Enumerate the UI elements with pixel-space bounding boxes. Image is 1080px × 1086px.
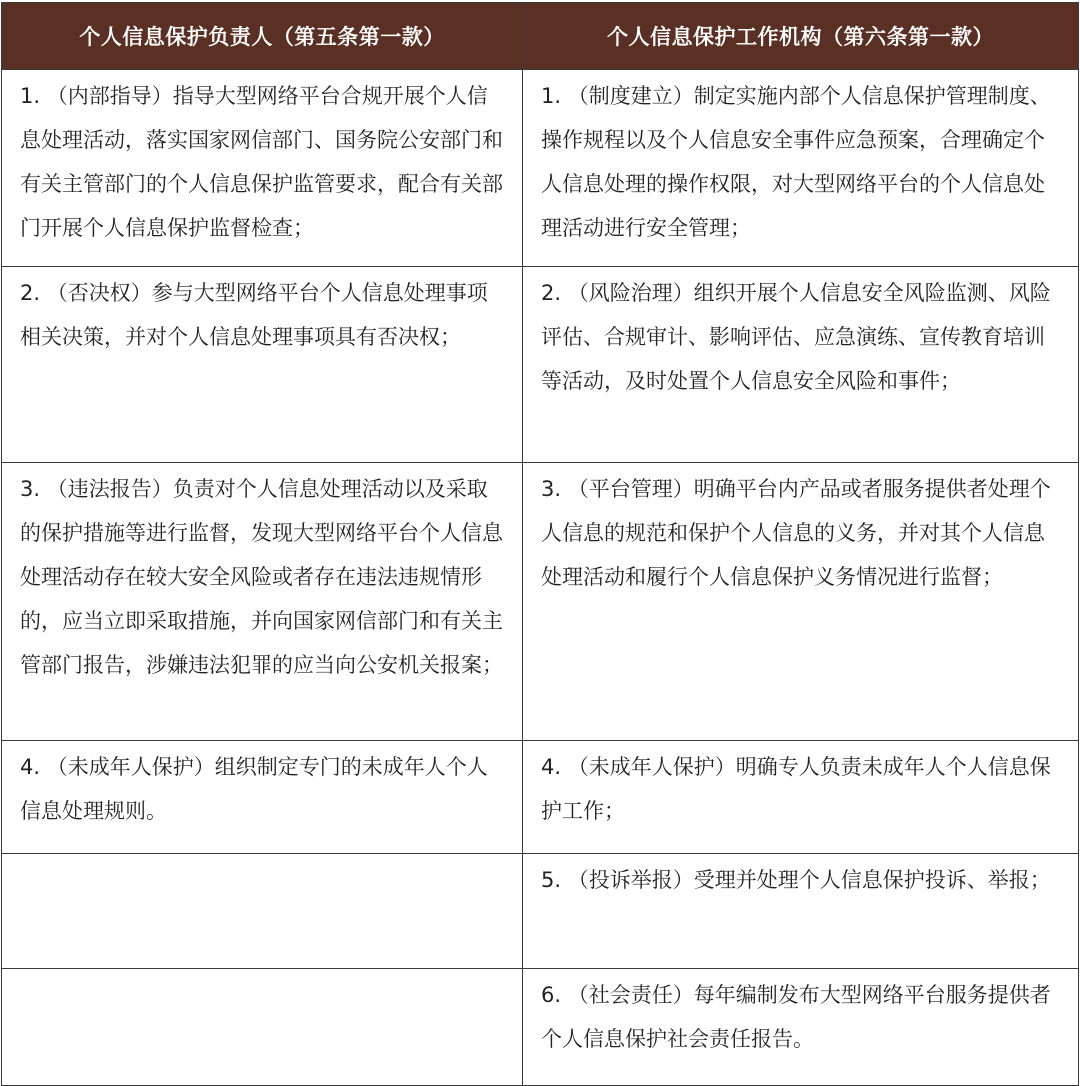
agency-duty-cell: 2. （风险治理）组织开展个人信息安全风险监测、风险评估、合规审计、影响评估、应急演练、宣传教育培训等活动，及时处置个人信息安全风险和事件； <box>523 267 1079 463</box>
officer-duty-cell: 4. （未成年人保护）组织制定专门的未成年人个人信息处理规则。 <box>2 741 523 854</box>
table-row <box>2 463 1079 741</box>
table-row <box>2 741 1079 854</box>
agency-duty-cell: 3. （平台管理）明确平台内产品或者服务提供者处理个人信息的规范和保护个人信息的义务，并对其个人信息处理活动和履行个人信息保护义务情况进行监督； <box>523 463 1079 741</box>
table-header-row <box>2 3 1079 70</box>
officer-duty-cell-empty <box>2 854 523 969</box>
officer-duty-cell: 3. （违法报告）负责对个人信息处理活动以及采取的保护措施等进行监督，发现大型网络平台个人信息处理活动存在较大安全风险或者存在违法违规情形的，应当立即采取措施，并向国家网信部门和有关主管部门报告，涉嫌违法犯罪的应当向公安机关报案； <box>2 463 523 741</box>
officer-duty-cell: 1. （内部指导）指导大型网络平台合规开展个人信息处理活动，落实国家网信部门、国务院公安部门和有关主管部门的个人信息保护监管要求，配合有关部门开展个人信息保护监督检查； <box>2 70 523 267</box>
agency-duty-cell: 1. （制度建立）制定实施内部个人信息保护管理制度、操作规程以及个人信息安全事件应急预案，合理确定个人信息处理的操作权限，对大型网络平台的个人信息处理活动进行安全管理； <box>523 70 1079 267</box>
officer-duty-cell-empty <box>2 969 523 1086</box>
agency-duty-cell: 6. （社会责任）每年编制发布大型网络平台服务提供者个人信息保护社会责任报告。 <box>523 969 1079 1086</box>
header-pi-officer: 个人信息保护负责人（第五条第一款） <box>2 3 523 70</box>
header-pi-work-agency: 个人信息保护工作机构（第六条第一款） <box>523 3 1079 70</box>
agency-duty-cell: 4. （未成年人保护）明确专人负责未成年人个人信息保护工作； <box>523 741 1079 854</box>
table-row <box>2 969 1079 1086</box>
officer-duty-cell: 2. （否决权）参与大型网络平台个人信息处理事项相关决策，并对个人信息处理事项具有否决权； <box>2 267 523 463</box>
table-row <box>2 267 1079 463</box>
table-row <box>2 70 1079 267</box>
table-row <box>2 854 1079 969</box>
agency-duty-cell: 5. （投诉举报）受理并处理个人信息保护投诉、举报； <box>523 854 1079 969</box>
duties-comparison-table <box>1 2 1079 1086</box>
